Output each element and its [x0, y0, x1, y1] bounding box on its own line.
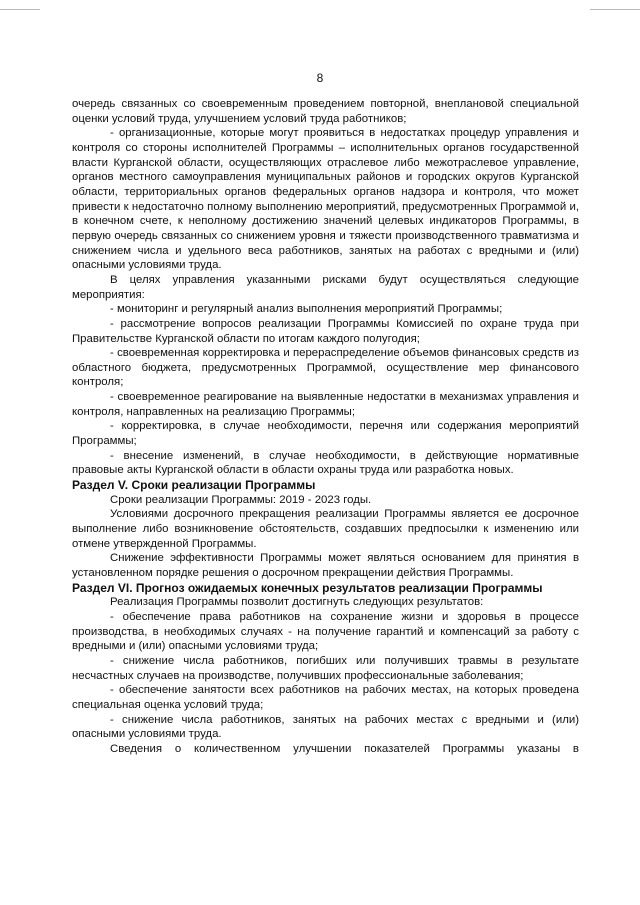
paragraph: - организационные, которые могут проявиться в недостатках процедур управления и контроля со стороны исполнителей Программы – исполнительных органов государственной власти Курганской области, осуществляющих отраслевое либо межотраслевое управление, органов местного самоуправления муниципальных районов и городских округов Курганской области, территориальных органов федеральных органов надзора и контроля, что может привести к недостаточно полному выполнению мероприятий, предусмотренных Программой и, в конечном счете, к неполному достижению значений целевых индикаторов Программы, в первую очередь связанных со снижением уровня и тяжести производственного травматизма и снижением числа и удельного веса работников, занятых на работах с вредными и (или) опасными условиями труда.: [72, 127, 579, 272]
paragraph: Сроки реализации Программы: 2019 - 2023 годы.: [110, 493, 372, 506]
paragraph: В целях управления указанными рисками будут осуществляться следующие мероприятия:: [72, 273, 579, 301]
section-heading: Раздел VI. Прогноз ожидаемых конечных результатов реализации Программы: [72, 580, 543, 595]
list-item: - снижение числа работников, погибших или получивших травмы в результате несчастных случаев на производстве, получивших профессиональные заболевания;: [72, 654, 579, 682]
page-number: 8: [316, 71, 324, 85]
list-item: - внесение изменений, в случае необходимости, в действующие нормативные правовые акты Курганской области в области охраны труда или разработка новых.: [72, 449, 579, 477]
paragraph: Реализация Программы позволит достигнуть следующих результатов:: [110, 596, 484, 609]
paragraph: Сведения о количественном улучшении показателей Программы указаны в: [110, 742, 579, 755]
list-item: - снижение числа работников, занятых на рабочих местах с вредными и (или) опасными условиями труда.: [72, 713, 579, 741]
paragraph: Снижение эффективности Программы может являться основанием для принятия в установленном порядке решения о досрочном прекращении действия Программы.: [72, 552, 579, 579]
list-item: - своевременное реагирование на выявленные недостатки в механизмах управления и контроля, направленных на реализацию Программы;: [72, 391, 579, 418]
scan-artifact-line: [0, 9, 640, 10]
list-item: - обеспечение права работников на сохранение жизни и здоровья в процессе производства, в необходимых случаях - на получение гарантий и компенсаций за работу с вредными и (или) опасными условиями труда;: [72, 610, 579, 653]
list-item: - рассмотрение вопросов реализации Программы Комиссией по охране труда при Правительстве Курганской области по итогам каждого полугодия;: [72, 317, 579, 345]
list-item: - корректировка, в случае необходимости, перечня или содержания мероприятий Программы;: [72, 420, 579, 448]
paragraph: очередь связанных со своевременным проведением повторной, внеплановой специальной оценки условий труда, улучшением условий труда работников;: [72, 98, 579, 125]
list-item: - своевременная корректировка и перераспределение объемов финансовых средств из областного бюджета, предусмотренных Программой, осуществление мер финансового контроля;: [72, 347, 579, 389]
section-heading: Раздел V. Сроки реализации Программы: [72, 478, 316, 493]
list-item: - обеспечение занятости всех работников на рабочих местах, на которых проведена специальная оценка условий труда;: [72, 684, 579, 711]
page-content: [72, 97, 579, 757]
paragraph: Условиями досрочного прекращения реализации Программы является ее досрочное выполнение либо возникновение обстоятельств, создавших предпосылки к изменению или отмене утвержденной Программы.: [72, 508, 579, 550]
list-item: - мониторинг и регулярный анализ выполнения мероприятий Программы;: [110, 303, 503, 316]
